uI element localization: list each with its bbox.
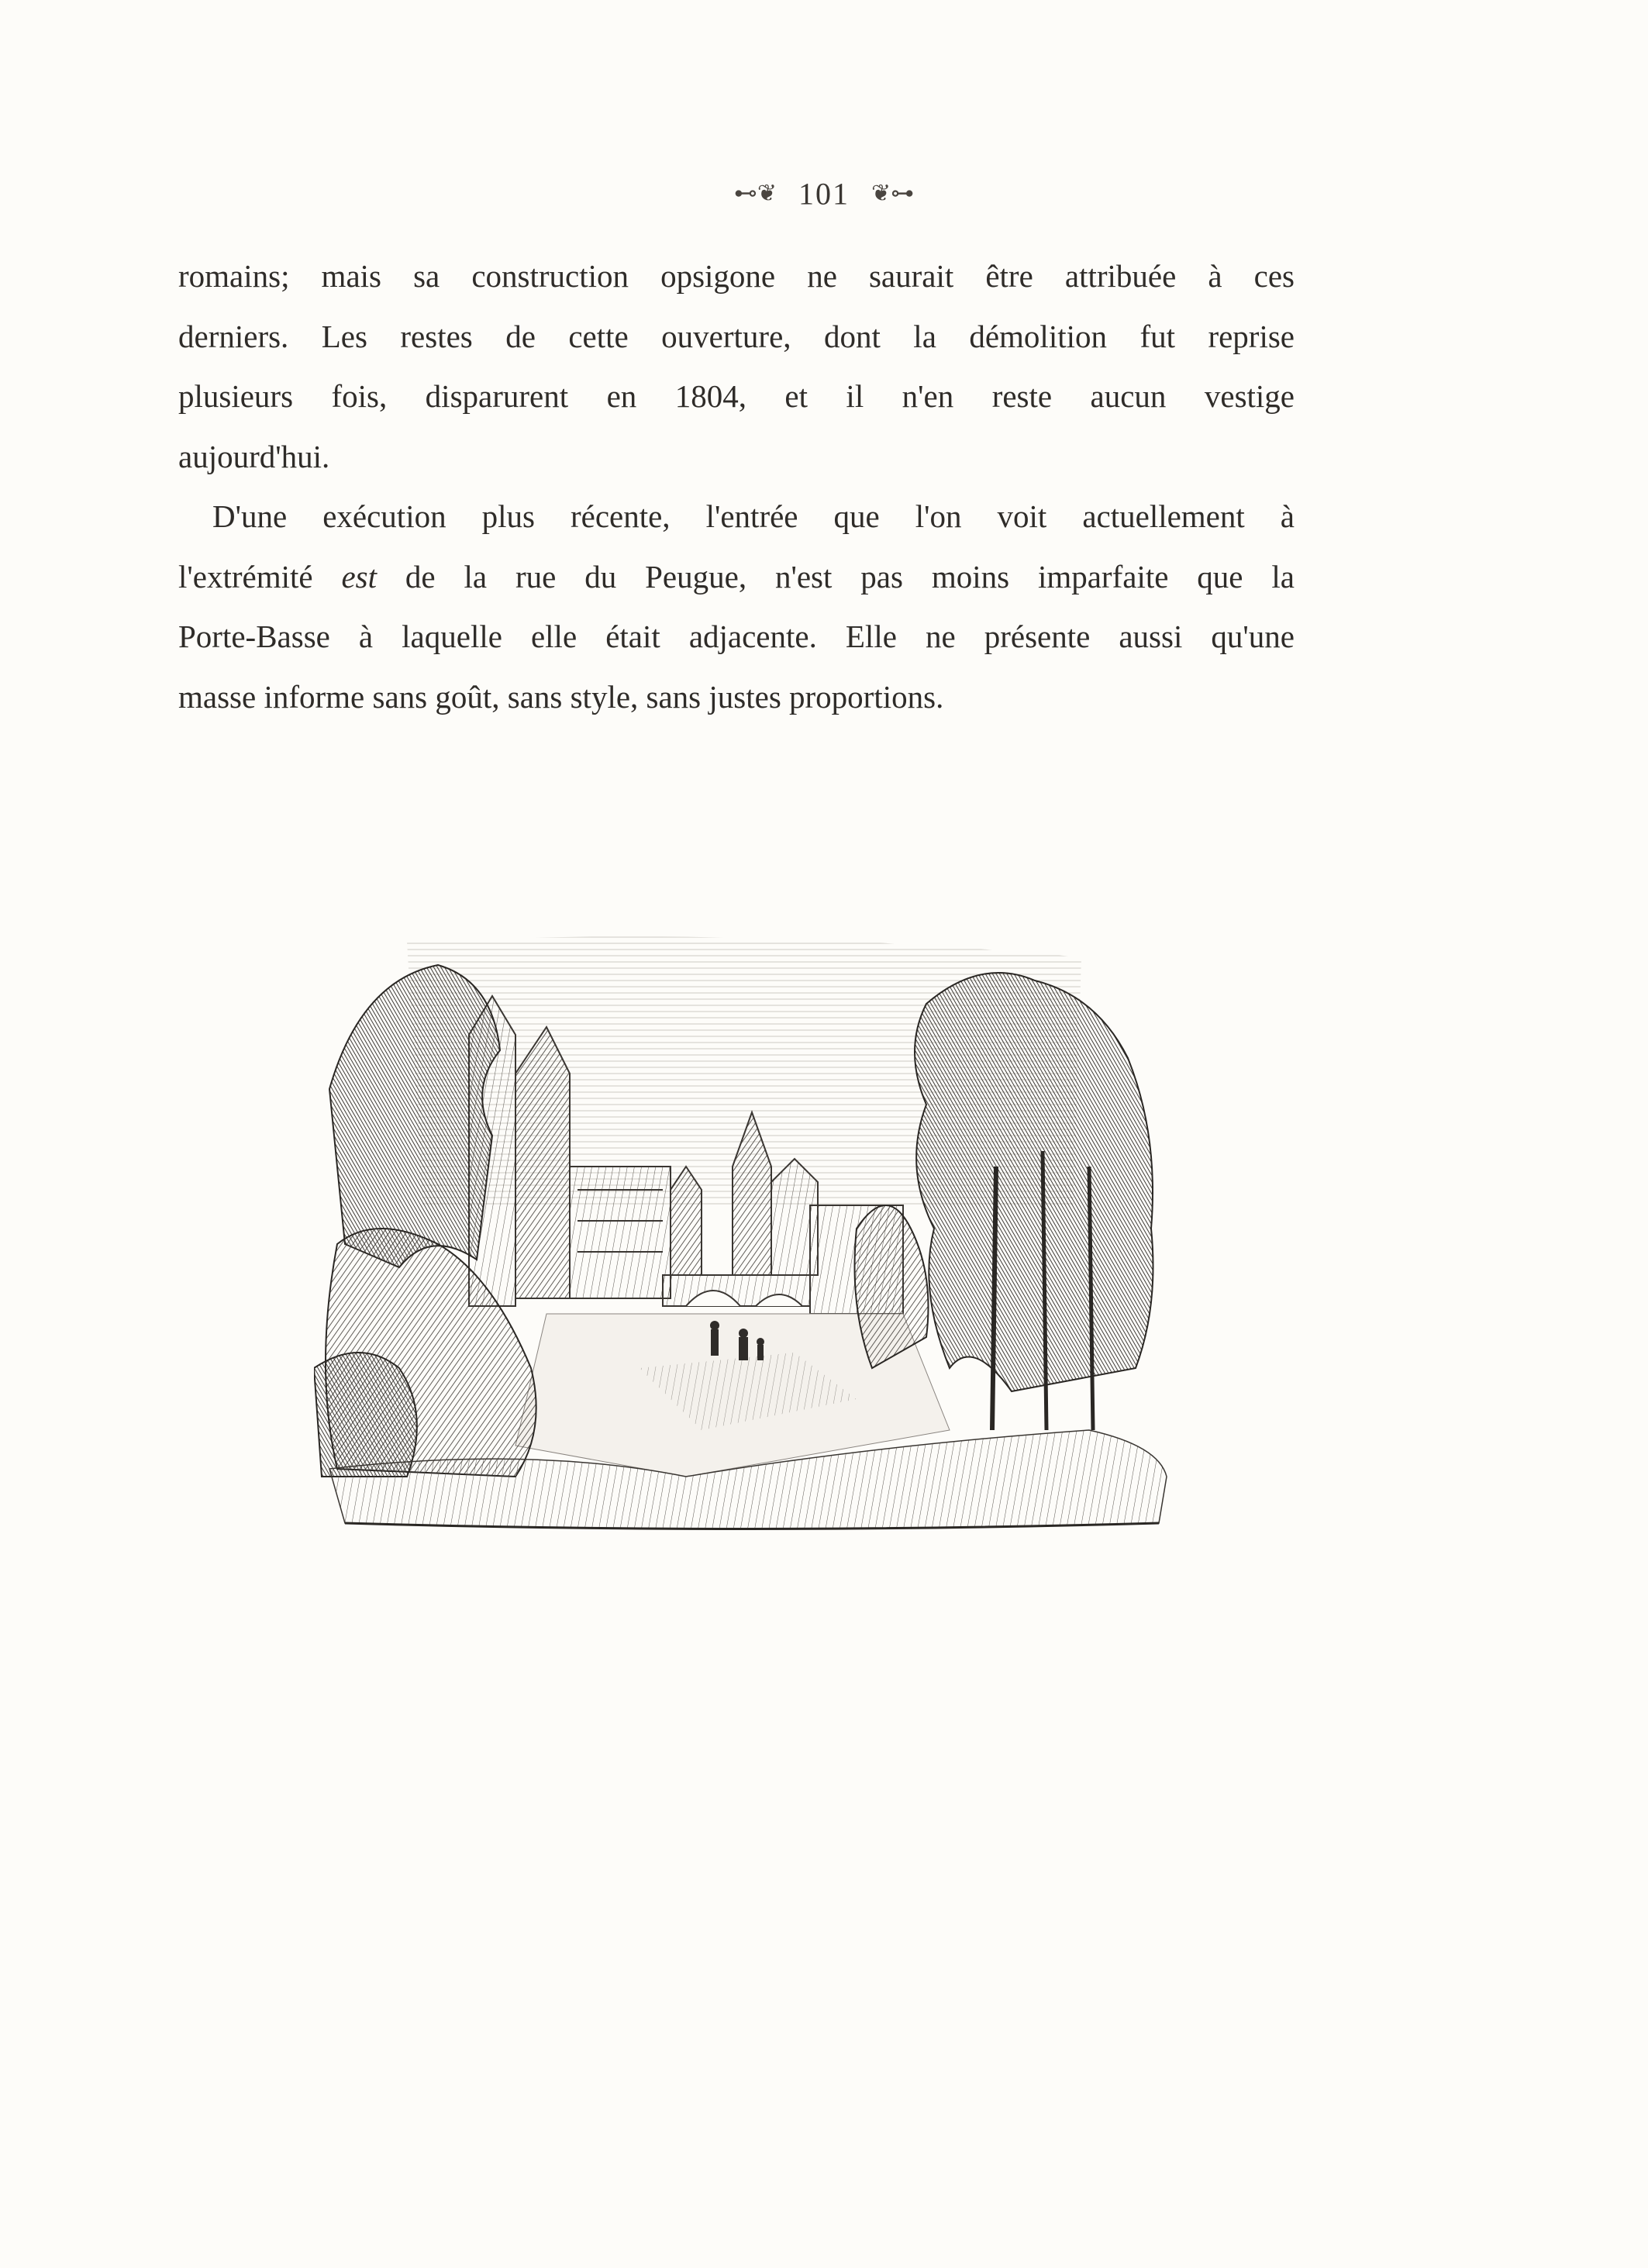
text-line	[178, 547, 1295, 608]
text-line: Porte-Basse à laquelle elle était adjacente. Elle ne présente aussi qu'une	[178, 619, 1295, 654]
ornament-right-icon: ❦⊶	[871, 181, 915, 207]
engraving-illustration	[314, 934, 1174, 1535]
page-header	[0, 172, 1648, 212]
text-line: D'une exécution plus récente, l'entrée que l'on voit actuellement à	[212, 498, 1295, 534]
text-fragment: l'extrémité	[178, 558, 342, 595]
text-line: masse informe sans goût, sans style, sans justes proportions.	[178, 678, 944, 715]
body-text	[178, 246, 1295, 727]
paragraph-2	[178, 487, 1295, 727]
text-line: romains; mais sa construction opsigone ne saurait être attribuée à ces	[178, 258, 1295, 294]
text-line: derniers. Les restes de cette ouverture, dont la démolition fut reprise	[178, 318, 1295, 354]
page-number: 101	[798, 176, 850, 212]
text-line: aujourd'hui.	[178, 438, 330, 474]
text-fragment: de la rue du Peugue, n'est pas moins imparfaite que la	[377, 558, 1295, 595]
ornament-left-icon: ⊷❦	[733, 181, 777, 207]
paragraph-1	[178, 246, 1295, 487]
text-line: plusieurs fois, disparurent en 1804, et il n'en reste aucun vestige	[178, 378, 1295, 414]
italic-word: est	[341, 558, 378, 595]
